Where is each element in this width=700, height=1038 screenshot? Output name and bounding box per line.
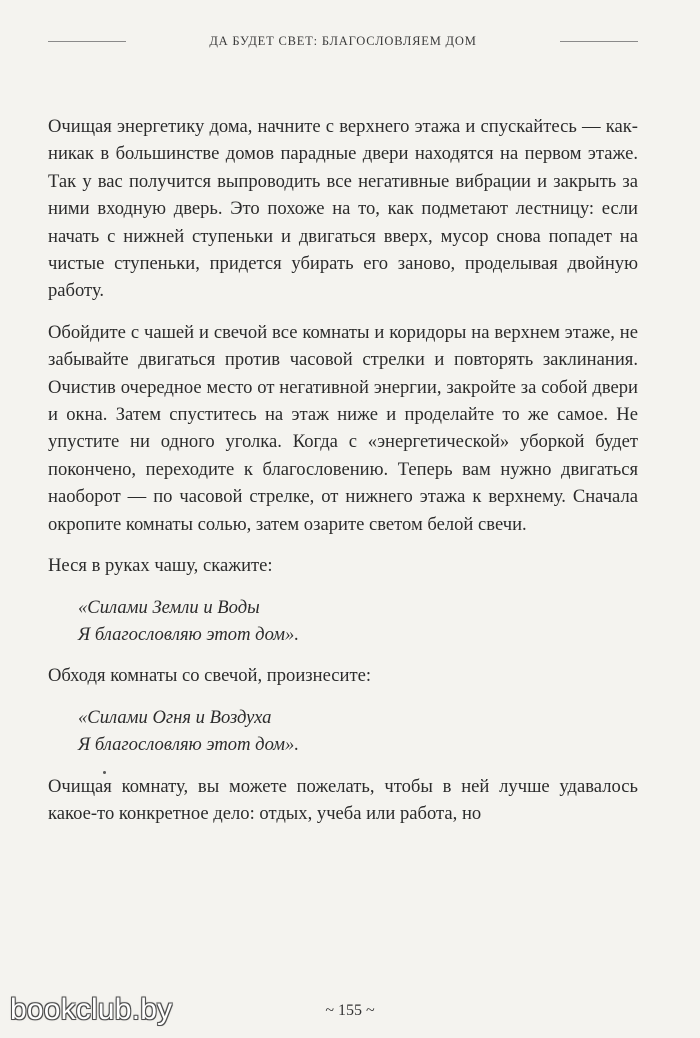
- paragraph-2: Обойдите с чашей и свечой все комнаты и коридоры на верхнем этаже, не забывайте двигаться против часовой стрелки и повторять заклинания. Очистив очередное место от негативной энергии, закройте за собой двери и окна. Затем спуститесь на этаж ниже и проделайте то же самое. Не упустите ни одного уголка. Когда с «энергетической» уборкой будет покончено, переходите к благословению. Теперь вам нужно двигаться наоборот — по часовой стрелке, от нижнего этажа к верхнему. Сначала окропите комнаты солью, затем озарите светом белой свечи.: [48, 321, 638, 535]
- header-rule-right: [560, 41, 638, 42]
- header-rule-left: [48, 41, 126, 42]
- page-body: [48, 113, 638, 841]
- quote-2-line-2: Я благословляю этот дом».: [78, 734, 299, 756]
- paragraph-4: Обходя комнаты со свечой, произнесите:: [48, 665, 372, 687]
- header-title: ДА БУДЕТ СВЕТ: БЛАГОСЛОВЛЯЕМ ДОМ: [209, 33, 477, 48]
- paragraph-1: Очищая энергетику дома, начните с верхнего этажа и спускайтесь — как-никак в большинстве домов парадные двери находятся на первом этаже. Так у вас получится выпроводить все негативные вибрации и закрыть за ними входную дверь. Это похоже на то, как подметают лестницу: если начать с нижней ступеньки и двигаться вверх, мусор снова попадет на чистые ступеньки, придется убирать его заново, проделывая двойную работу.: [48, 116, 638, 302]
- quote-1-line-1: «Силами Земли и Воды: [78, 596, 260, 618]
- incantation-quote-2: [78, 704, 638, 759]
- running-header: [48, 30, 638, 52]
- paragraph-5: Очищая комнату, вы можете пожелать, чтобы в ней лучше удавалось какое-то конкретное дело: отдых, учеба или работа, но: [48, 775, 638, 824]
- quote-1-line-2: Я благословляю этот дом».: [78, 623, 299, 645]
- site-watermark: bookclub.by: [10, 993, 173, 1026]
- page-number: ~ 155 ~: [325, 1002, 375, 1019]
- paragraph-3: Неся в руках чашу, скажите:: [48, 555, 273, 577]
- stray-dot: [103, 771, 106, 774]
- incantation-quote-1: [78, 594, 638, 649]
- quote-2-line-1: «Силами Огня и Воздуха: [78, 706, 272, 728]
